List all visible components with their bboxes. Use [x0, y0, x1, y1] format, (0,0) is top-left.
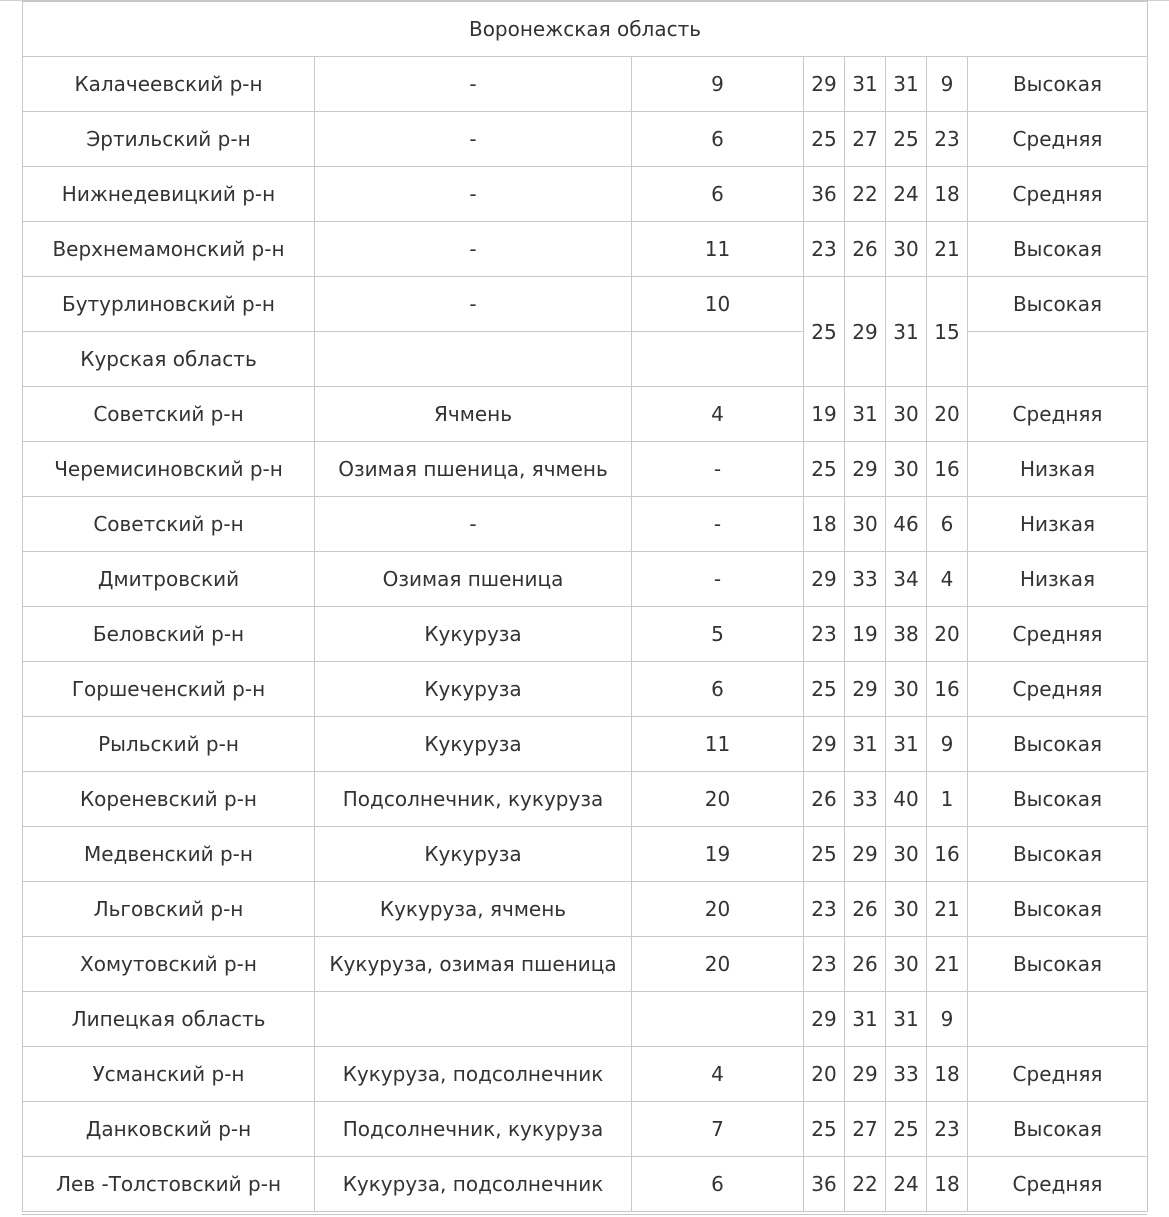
crops-cell: Подсолнечник, кукуруза — [315, 772, 632, 827]
n2-cell: 29 — [845, 662, 886, 717]
district-cell: Бутурлиновский р-н — [23, 277, 315, 332]
crops-cell: Кукуруза — [315, 662, 632, 717]
n3-cell: 30 — [886, 387, 927, 442]
level-cell: Высокая — [968, 827, 1148, 882]
level-cell: Средняя — [968, 1157, 1148, 1212]
n2-cell: 19 — [845, 607, 886, 662]
value-cell: - — [632, 552, 804, 607]
value-cell: 9 — [632, 57, 804, 112]
crops-cell: Озимая пшеница, ячмень — [315, 442, 632, 497]
value-cell: 20 — [632, 937, 804, 992]
n3-cell: 40 — [886, 772, 927, 827]
n1-cell: 25 — [804, 112, 845, 167]
district-cell: Липецкая область — [23, 992, 315, 1047]
table-row — [23, 277, 1148, 332]
crops-cell: - — [315, 57, 632, 112]
crops-cell: Кукуруза — [315, 717, 632, 772]
level-cell — [968, 992, 1148, 1047]
n3-cell: 33 — [886, 1047, 927, 1102]
n3-cell: 30 — [886, 937, 927, 992]
table-row — [23, 1157, 1148, 1212]
n1-cell: 36 — [804, 1157, 845, 1212]
district-cell: Эртильский р-н — [23, 112, 315, 167]
crops-cell: Кукуруза, подсолнечник — [315, 1157, 632, 1212]
table-row — [23, 662, 1148, 717]
district-cell: Льговский р-н — [23, 882, 315, 937]
n2-cell: 22 — [845, 167, 886, 222]
value-cell: 4 — [632, 1047, 804, 1102]
value-cell: 20 — [632, 882, 804, 937]
table-row — [23, 222, 1148, 277]
district-cell: Дмитровский — [23, 552, 315, 607]
district-table — [22, 0, 1148, 1212]
n3-cell: 24 — [886, 167, 927, 222]
level-cell: Высокая — [968, 277, 1148, 332]
level-cell: Средняя — [968, 607, 1148, 662]
n2-cell: 26 — [845, 937, 886, 992]
level-cell: Высокая — [968, 57, 1148, 112]
n4-cell: 16 — [927, 827, 968, 882]
n2-cell: 26 — [845, 882, 886, 937]
table-row — [23, 607, 1148, 662]
value-cell: 11 — [632, 717, 804, 772]
district-cell: Хомутовский р-н — [23, 937, 315, 992]
level-cell: Средняя — [968, 167, 1148, 222]
table-row — [23, 387, 1148, 442]
region-header-row — [23, 2, 1148, 57]
district-cell: Калачеевский р-н — [23, 57, 315, 112]
level-cell: Высокая — [968, 772, 1148, 827]
table-row — [23, 57, 1148, 112]
n1-cell: 29 — [804, 992, 845, 1047]
district-cell: Рыльский р-н — [23, 717, 315, 772]
n1-cell: 29 — [804, 57, 845, 112]
district-cell: Кореневский р-н — [23, 772, 315, 827]
n4-cell: 18 — [927, 1157, 968, 1212]
n3-cell: 25 — [886, 1102, 927, 1157]
crops-cell: Кукуруза, ячмень — [315, 882, 632, 937]
n2-cell: 33 — [845, 772, 886, 827]
level-cell: Высокая — [968, 937, 1148, 992]
n2-cell: 30 — [845, 497, 886, 552]
n4-cell: 21 — [927, 937, 968, 992]
value-cell: 5 — [632, 607, 804, 662]
n1-cell: 23 — [804, 222, 845, 277]
value-cell — [632, 992, 804, 1047]
value-cell: 6 — [632, 167, 804, 222]
n1-cell: 26 — [804, 772, 845, 827]
district-cell: Черемисиновский р-н — [23, 442, 315, 497]
n3-cell: 31 — [886, 57, 927, 112]
crops-cell: - — [315, 112, 632, 167]
n3-cell: 25 — [886, 112, 927, 167]
value-cell: 20 — [632, 772, 804, 827]
district-cell: Медвенский р-н — [23, 827, 315, 882]
n4-cell: 18 — [927, 1047, 968, 1102]
n3-cell: 30 — [886, 442, 927, 497]
n3-cell: 38 — [886, 607, 927, 662]
n2-cell: 33 — [845, 552, 886, 607]
level-cell: Низкая — [968, 442, 1148, 497]
level-cell: Высокая — [968, 882, 1148, 937]
n1-cell: 18 — [804, 497, 845, 552]
n3-cell: 31 — [886, 277, 927, 387]
region-header-cell: Воронежская область — [23, 2, 1148, 57]
n4-cell: 20 — [927, 607, 968, 662]
n3-cell: 30 — [886, 222, 927, 277]
value-cell: 4 — [632, 387, 804, 442]
n4-cell: 20 — [927, 387, 968, 442]
table-row — [23, 552, 1148, 607]
n2-cell: 27 — [845, 112, 886, 167]
region-subheader-row — [23, 332, 1148, 387]
n3-cell: 46 — [886, 497, 927, 552]
next-row-border — [22, 1214, 1147, 1215]
district-cell: Нижнедевицкий р-н — [23, 167, 315, 222]
district-cell: Советский р-н — [23, 497, 315, 552]
crops-cell: - — [315, 222, 632, 277]
table-body — [23, 1, 1148, 1212]
n1-cell: 25 — [804, 827, 845, 882]
n3-cell: 24 — [886, 1157, 927, 1212]
n3-cell: 31 — [886, 717, 927, 772]
crops-cell: Кукуруза — [315, 607, 632, 662]
level-cell: Высокая — [968, 222, 1148, 277]
n1-cell: 25 — [804, 662, 845, 717]
crops-cell: - — [315, 497, 632, 552]
table-row — [23, 937, 1148, 992]
table-row — [23, 442, 1148, 497]
n4-cell: 18 — [927, 167, 968, 222]
level-cell: Высокая — [968, 717, 1148, 772]
n1-cell: 25 — [804, 1102, 845, 1157]
level-cell: Средняя — [968, 1047, 1148, 1102]
table-row — [23, 717, 1148, 772]
district-cell: Данковский р-н — [23, 1102, 315, 1157]
crops-cell: - — [315, 277, 632, 332]
level-cell: Высокая — [968, 1102, 1148, 1157]
n4-cell: 15 — [927, 277, 968, 387]
value-cell: 10 — [632, 277, 804, 332]
level-cell: Низкая — [968, 497, 1148, 552]
district-cell: Советский р-н — [23, 387, 315, 442]
value-cell: 7 — [632, 1102, 804, 1157]
n4-cell: 23 — [927, 112, 968, 167]
table-row — [23, 167, 1148, 222]
n3-cell: 30 — [886, 882, 927, 937]
region-subheader-row — [23, 992, 1148, 1047]
n2-cell: 22 — [845, 1157, 886, 1212]
n1-cell: 25 — [804, 277, 845, 387]
level-cell: Средняя — [968, 112, 1148, 167]
value-cell: - — [632, 442, 804, 497]
n3-cell: 34 — [886, 552, 927, 607]
table-row — [23, 1047, 1148, 1102]
n2-cell: 29 — [845, 1047, 886, 1102]
region-label-cell: Курская область — [23, 332, 315, 387]
n1-cell: 20 — [804, 1047, 845, 1102]
table-row — [23, 1102, 1148, 1157]
n4-cell: 9 — [927, 992, 968, 1047]
n1-cell: 19 — [804, 387, 845, 442]
n2-cell: 31 — [845, 387, 886, 442]
crops-cell: Кукуруза, озимая пшеница — [315, 937, 632, 992]
table-row — [23, 827, 1148, 882]
n1-cell: 29 — [804, 717, 845, 772]
n1-cell: 29 — [804, 552, 845, 607]
n2-cell: 27 — [845, 1102, 886, 1157]
n2-cell: 31 — [845, 57, 886, 112]
n1-cell: 25 — [804, 442, 845, 497]
district-cell: Усманский р-н — [23, 1047, 315, 1102]
crops-cell: Кукуруза — [315, 827, 632, 882]
n2-cell: 26 — [845, 222, 886, 277]
n1-cell: 23 — [804, 937, 845, 992]
value-cell: - — [632, 497, 804, 552]
n2-cell: 29 — [845, 827, 886, 882]
level-cell: Средняя — [968, 662, 1148, 717]
crops-cell — [315, 332, 632, 387]
crops-cell: Подсолнечник, кукуруза — [315, 1102, 632, 1157]
n3-cell: 30 — [886, 662, 927, 717]
value-cell: 6 — [632, 1157, 804, 1212]
n4-cell: 4 — [927, 552, 968, 607]
district-cell: Верхнемамонский р-н — [23, 222, 315, 277]
n4-cell: 21 — [927, 882, 968, 937]
n4-cell: 16 — [927, 442, 968, 497]
n4-cell: 1 — [927, 772, 968, 827]
n4-cell: 23 — [927, 1102, 968, 1157]
table-row — [23, 112, 1148, 167]
n3-cell: 31 — [886, 992, 927, 1047]
n1-cell: 23 — [804, 607, 845, 662]
n4-cell: 6 — [927, 497, 968, 552]
level-cell: Низкая — [968, 552, 1148, 607]
n4-cell: 16 — [927, 662, 968, 717]
n4-cell: 9 — [927, 717, 968, 772]
crops-cell — [315, 992, 632, 1047]
n2-cell: 31 — [845, 992, 886, 1047]
level-cell: Средняя — [968, 387, 1148, 442]
crops-cell: Кукуруза, подсолнечник — [315, 1047, 632, 1102]
table-row — [23, 882, 1148, 937]
value-cell: 6 — [632, 662, 804, 717]
n4-cell: 21 — [927, 222, 968, 277]
value-cell: 11 — [632, 222, 804, 277]
crops-cell: - — [315, 167, 632, 222]
district-cell: Лев -Толстовский р-н — [23, 1157, 315, 1212]
crops-cell: Ячмень — [315, 387, 632, 442]
level-cell — [968, 332, 1148, 387]
value-cell: 19 — [632, 827, 804, 882]
district-cell: Беловский р-н — [23, 607, 315, 662]
n2-cell: 29 — [845, 442, 886, 497]
n1-cell: 23 — [804, 882, 845, 937]
value-cell: 6 — [632, 112, 804, 167]
n1-cell: 36 — [804, 167, 845, 222]
crops-cell: Озимая пшеница — [315, 552, 632, 607]
table-row — [23, 772, 1148, 827]
n2-cell: 29 — [845, 277, 886, 387]
n3-cell: 30 — [886, 827, 927, 882]
table-row — [23, 497, 1148, 552]
n2-cell: 31 — [845, 717, 886, 772]
n4-cell: 9 — [927, 57, 968, 112]
district-cell: Горшеченский р-н — [23, 662, 315, 717]
value-cell — [632, 332, 804, 387]
